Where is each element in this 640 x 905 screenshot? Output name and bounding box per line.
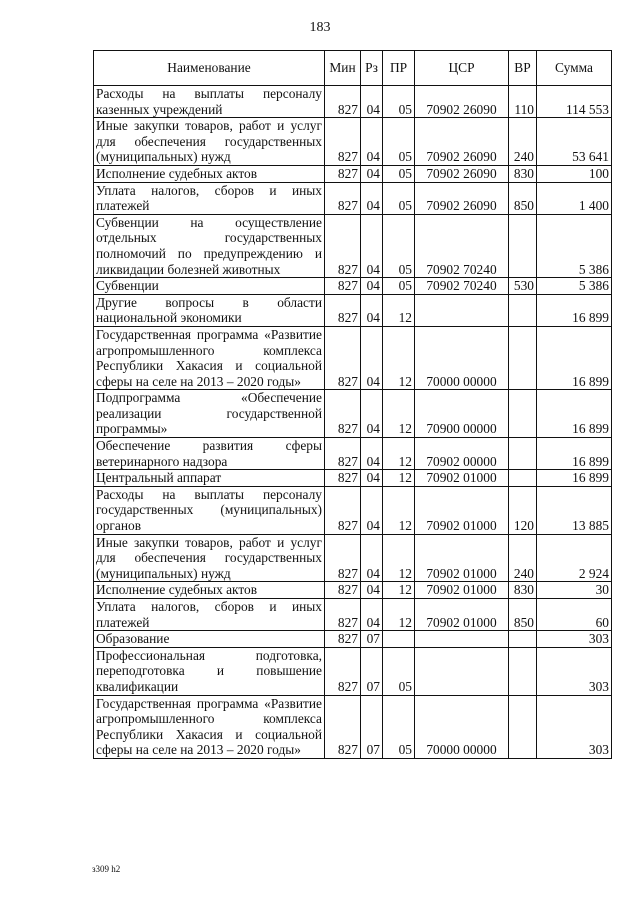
cell-name: Подпрограмма «Обеспечение реализации государственной программы» bbox=[94, 390, 325, 438]
column-header-csr: ЦСР bbox=[415, 51, 509, 86]
column-header-pr: ПР bbox=[383, 51, 415, 86]
cell-vr: 850 bbox=[509, 599, 537, 631]
cell-sum: 2 924 bbox=[537, 534, 612, 582]
cell-name: Исполнение судебных актов bbox=[94, 165, 325, 182]
cell-pr: 05 bbox=[383, 86, 415, 118]
cell-min: 827 bbox=[325, 695, 361, 758]
cell-min: 827 bbox=[325, 326, 361, 389]
cell-min: 827 bbox=[325, 165, 361, 182]
footer-code: з309 h2 bbox=[92, 864, 121, 874]
cell-csr: 70000 00000 bbox=[415, 326, 509, 389]
cell-min: 827 bbox=[325, 647, 361, 695]
cell-sum: 16 899 bbox=[537, 390, 612, 438]
cell-min: 827 bbox=[325, 631, 361, 648]
table-row bbox=[94, 390, 612, 438]
cell-csr: 70902 26090 bbox=[415, 182, 509, 214]
cell-csr: 70902 26090 bbox=[415, 118, 509, 166]
cell-sum: 5 386 bbox=[537, 214, 612, 277]
cell-vr: 850 bbox=[509, 182, 537, 214]
cell-rz: 04 bbox=[361, 390, 383, 438]
cell-pr: 12 bbox=[383, 582, 415, 599]
cell-name: Государственная программа «Развитие агропромышленного комплекса Республики Хакасия и социальной сферы на селе на 2013 – 2020 годы» bbox=[94, 695, 325, 758]
table-row bbox=[94, 631, 612, 648]
cell-vr bbox=[509, 631, 537, 648]
cell-sum: 53 641 bbox=[537, 118, 612, 166]
cell-csr: 70902 70240 bbox=[415, 214, 509, 277]
cell-min: 827 bbox=[325, 470, 361, 487]
cell-pr: 12 bbox=[383, 534, 415, 582]
cell-min: 827 bbox=[325, 390, 361, 438]
cell-vr bbox=[509, 294, 537, 326]
table-row bbox=[94, 534, 612, 582]
cell-min: 827 bbox=[325, 86, 361, 118]
table-row bbox=[94, 165, 612, 182]
cell-rz: 07 bbox=[361, 647, 383, 695]
cell-csr bbox=[415, 294, 509, 326]
cell-min: 827 bbox=[325, 438, 361, 470]
cell-rz: 07 bbox=[361, 631, 383, 648]
cell-name: Расходы на выплаты персоналу государственных (муниципальных) органов bbox=[94, 486, 325, 534]
table-row bbox=[94, 118, 612, 166]
cell-rz: 04 bbox=[361, 86, 383, 118]
budget-table bbox=[93, 50, 612, 759]
cell-csr: 70902 01000 bbox=[415, 534, 509, 582]
cell-vr: 240 bbox=[509, 118, 537, 166]
cell-csr bbox=[415, 647, 509, 695]
cell-vr: 830 bbox=[509, 582, 537, 599]
cell-min: 827 bbox=[325, 118, 361, 166]
cell-csr: 70902 26090 bbox=[415, 86, 509, 118]
cell-rz: 04 bbox=[361, 486, 383, 534]
cell-sum: 303 bbox=[537, 647, 612, 695]
cell-pr: 12 bbox=[383, 486, 415, 534]
cell-min: 827 bbox=[325, 486, 361, 534]
cell-vr bbox=[509, 326, 537, 389]
cell-pr bbox=[383, 631, 415, 648]
cell-min: 827 bbox=[325, 599, 361, 631]
cell-pr: 12 bbox=[383, 599, 415, 631]
cell-vr: 530 bbox=[509, 278, 537, 295]
table-row bbox=[94, 326, 612, 389]
cell-min: 827 bbox=[325, 294, 361, 326]
cell-name: Государственная программа «Развитие агропромышленного комплекса Республики Хакасия и социальной сферы на селе на 2013 – 2020 годы» bbox=[94, 326, 325, 389]
table-header-row bbox=[94, 51, 612, 86]
cell-pr: 05 bbox=[383, 214, 415, 277]
cell-csr: 70902 26090 bbox=[415, 165, 509, 182]
cell-sum: 30 bbox=[537, 582, 612, 599]
cell-name: Расходы на выплаты персоналу казенных учреждений bbox=[94, 86, 325, 118]
cell-pr: 12 bbox=[383, 470, 415, 487]
table-row bbox=[94, 647, 612, 695]
cell-rz: 04 bbox=[361, 438, 383, 470]
cell-name: Уплата налогов, сборов и иных платежей bbox=[94, 182, 325, 214]
cell-vr bbox=[509, 695, 537, 758]
table-row bbox=[94, 695, 612, 758]
table-row bbox=[94, 278, 612, 295]
cell-name: Профессиональная подготовка, переподготовка и повышение квалификации bbox=[94, 647, 325, 695]
cell-sum: 60 bbox=[537, 599, 612, 631]
cell-rz: 04 bbox=[361, 182, 383, 214]
cell-csr: 70902 00000 bbox=[415, 438, 509, 470]
cell-pr: 05 bbox=[383, 118, 415, 166]
cell-rz: 04 bbox=[361, 278, 383, 295]
cell-vr bbox=[509, 647, 537, 695]
cell-sum: 100 bbox=[537, 165, 612, 182]
cell-csr: 70902 01000 bbox=[415, 486, 509, 534]
cell-name: Обеспечение развития сферы ветеринарного надзора bbox=[94, 438, 325, 470]
table-row bbox=[94, 294, 612, 326]
table-row bbox=[94, 582, 612, 599]
cell-min: 827 bbox=[325, 214, 361, 277]
cell-sum: 16 899 bbox=[537, 326, 612, 389]
cell-pr: 05 bbox=[383, 695, 415, 758]
cell-vr bbox=[509, 214, 537, 277]
column-header-sum: Сумма bbox=[537, 51, 612, 86]
cell-vr: 240 bbox=[509, 534, 537, 582]
cell-pr: 12 bbox=[383, 294, 415, 326]
cell-name: Иные закупки товаров, работ и услуг для обеспечения государственных (муниципальных) нужд bbox=[94, 534, 325, 582]
cell-sum: 16 899 bbox=[537, 294, 612, 326]
table-row bbox=[94, 438, 612, 470]
cell-sum: 13 885 bbox=[537, 486, 612, 534]
table-row bbox=[94, 182, 612, 214]
cell-vr bbox=[509, 438, 537, 470]
cell-sum: 1 400 bbox=[537, 182, 612, 214]
cell-name: Исполнение судебных актов bbox=[94, 582, 325, 599]
cell-pr: 05 bbox=[383, 278, 415, 295]
cell-rz: 07 bbox=[361, 695, 383, 758]
cell-vr: 830 bbox=[509, 165, 537, 182]
cell-name: Субвенции bbox=[94, 278, 325, 295]
table-row bbox=[94, 214, 612, 277]
cell-sum: 303 bbox=[537, 695, 612, 758]
cell-sum: 5 386 bbox=[537, 278, 612, 295]
cell-csr: 70902 01000 bbox=[415, 582, 509, 599]
cell-min: 827 bbox=[325, 582, 361, 599]
cell-name: Другие вопросы в области национальной экономики bbox=[94, 294, 325, 326]
cell-rz: 04 bbox=[361, 599, 383, 631]
cell-sum: 114 553 bbox=[537, 86, 612, 118]
cell-vr: 110 bbox=[509, 86, 537, 118]
cell-rz: 04 bbox=[361, 470, 383, 487]
cell-csr: 70902 70240 bbox=[415, 278, 509, 295]
cell-csr: 70902 01000 bbox=[415, 599, 509, 631]
cell-name: Уплата налогов, сборов и иных платежей bbox=[94, 599, 325, 631]
cell-csr: 70902 01000 bbox=[415, 470, 509, 487]
cell-rz: 04 bbox=[361, 582, 383, 599]
cell-pr: 12 bbox=[383, 326, 415, 389]
cell-min: 827 bbox=[325, 278, 361, 295]
cell-sum: 16 899 bbox=[537, 438, 612, 470]
column-header-rz: Рз bbox=[361, 51, 383, 86]
cell-sum: 303 bbox=[537, 631, 612, 648]
cell-rz: 04 bbox=[361, 165, 383, 182]
cell-min: 827 bbox=[325, 534, 361, 582]
cell-vr bbox=[509, 390, 537, 438]
cell-min: 827 bbox=[325, 182, 361, 214]
cell-pr: 12 bbox=[383, 438, 415, 470]
cell-name: Субвенции на осуществление отдельных государственных полномочий по предупреждению и ликвидации болезней животных bbox=[94, 214, 325, 277]
column-header-vr: ВР bbox=[509, 51, 537, 86]
cell-pr: 05 bbox=[383, 165, 415, 182]
cell-sum: 16 899 bbox=[537, 470, 612, 487]
cell-vr bbox=[509, 470, 537, 487]
cell-name: Образование bbox=[94, 631, 325, 648]
cell-vr: 120 bbox=[509, 486, 537, 534]
cell-pr: 05 bbox=[383, 647, 415, 695]
page-number: 183 bbox=[309, 20, 331, 35]
table-row bbox=[94, 470, 612, 487]
table-body bbox=[94, 86, 612, 759]
cell-name: Иные закупки товаров, работ и услуг для обеспечения государственных (муниципальных) нужд bbox=[94, 118, 325, 166]
cell-name: Центральный аппарат bbox=[94, 470, 325, 487]
cell-csr bbox=[415, 631, 509, 648]
column-header-name: Наименование bbox=[94, 51, 325, 86]
cell-rz: 04 bbox=[361, 326, 383, 389]
table-row bbox=[94, 86, 612, 118]
cell-csr: 70000 00000 bbox=[415, 695, 509, 758]
cell-rz: 04 bbox=[361, 534, 383, 582]
cell-pr: 05 bbox=[383, 182, 415, 214]
table-row bbox=[94, 486, 612, 534]
cell-csr: 70900 00000 bbox=[415, 390, 509, 438]
column-header-min: Мин bbox=[325, 51, 361, 86]
cell-rz: 04 bbox=[361, 214, 383, 277]
cell-rz: 04 bbox=[361, 118, 383, 166]
cell-rz: 04 bbox=[361, 294, 383, 326]
table-row bbox=[94, 599, 612, 631]
cell-pr: 12 bbox=[383, 390, 415, 438]
